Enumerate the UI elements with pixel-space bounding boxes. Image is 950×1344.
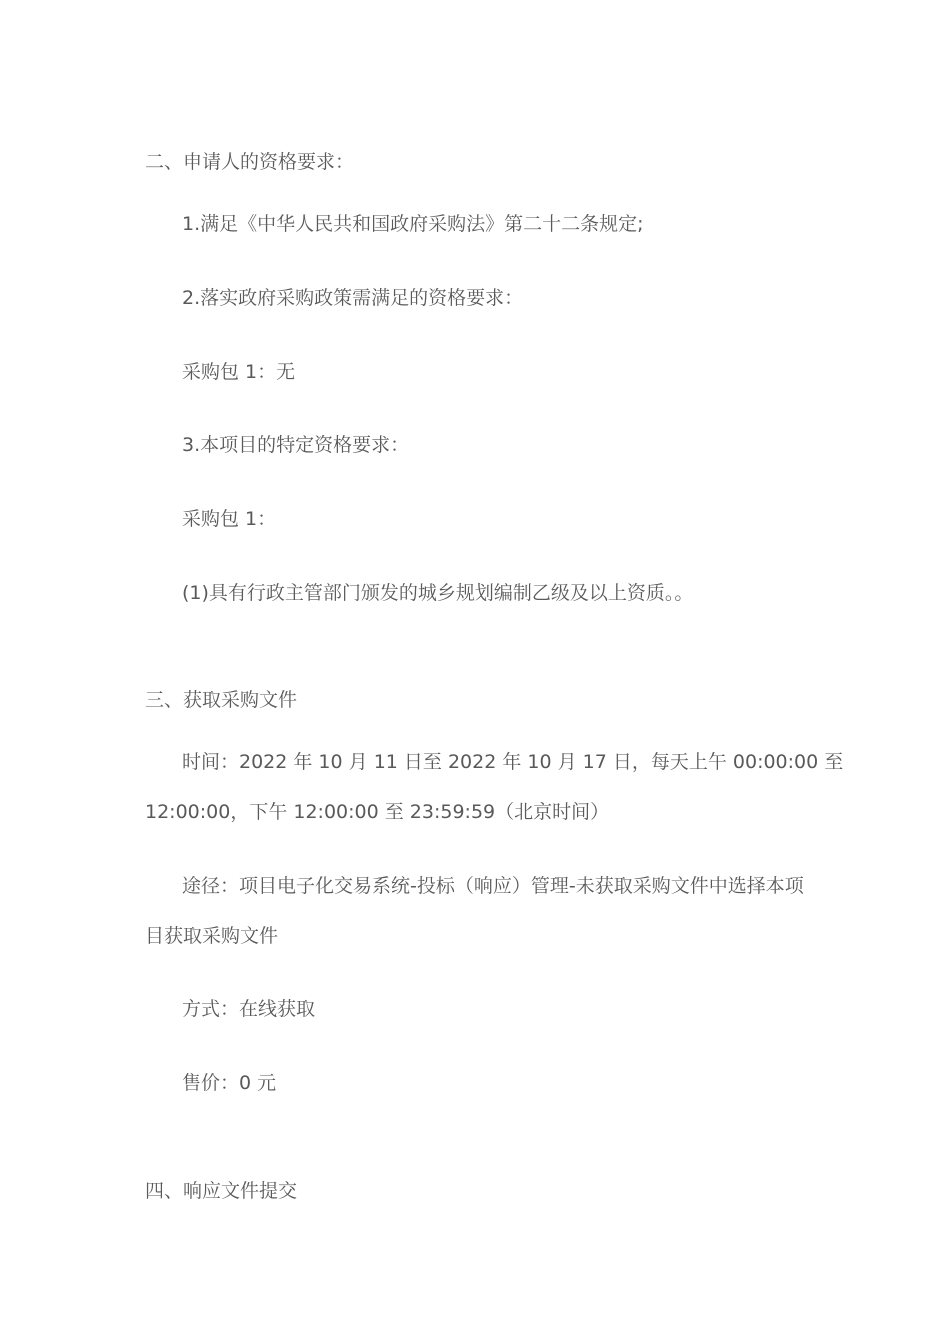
qualification-item-2: 2.落实政府采购政策需满足的资格要求： [182,287,524,309]
acquisition-time-line-2: 12:00:00，下午 12:00:00 至 23:59:59（北京时间） [145,801,610,823]
qualification-item-3-requirement: (1)具有行政主管部门颁发的城乡规划编制乙级及以上资质。。 [182,582,694,604]
section2-heading: 二、申请人的资格要求： [145,151,355,173]
section4-heading: 四、响应文件提交 [145,1180,298,1202]
acquisition-route-line-1: 途径：项目电子化交易系统-投标（响应）管理-未获取采购文件中选择本项 [182,875,804,897]
section3-heading: 三、获取采购文件 [145,689,298,711]
acquisition-time-line-1: 时间：2022 年 10 月 11 日至 2022 年 10 月 17 日，每天上午 00:00:00 至 [182,751,844,773]
qualification-item-3: 3.本项目的特定资格要求： [182,434,410,456]
acquisition-price: 售价：0 元 [182,1072,277,1094]
qualification-item-3-package: 采购包 1： [182,508,277,530]
qualification-item-1: 1.满足《中华人民共和国政府采购法》第二十二条规定; [182,213,644,235]
acquisition-route-line-2: 目获取采购文件 [145,925,279,947]
qualification-item-2-package: 采购包 1：无 [182,361,296,383]
acquisition-method: 方式：在线获取 [182,998,316,1020]
